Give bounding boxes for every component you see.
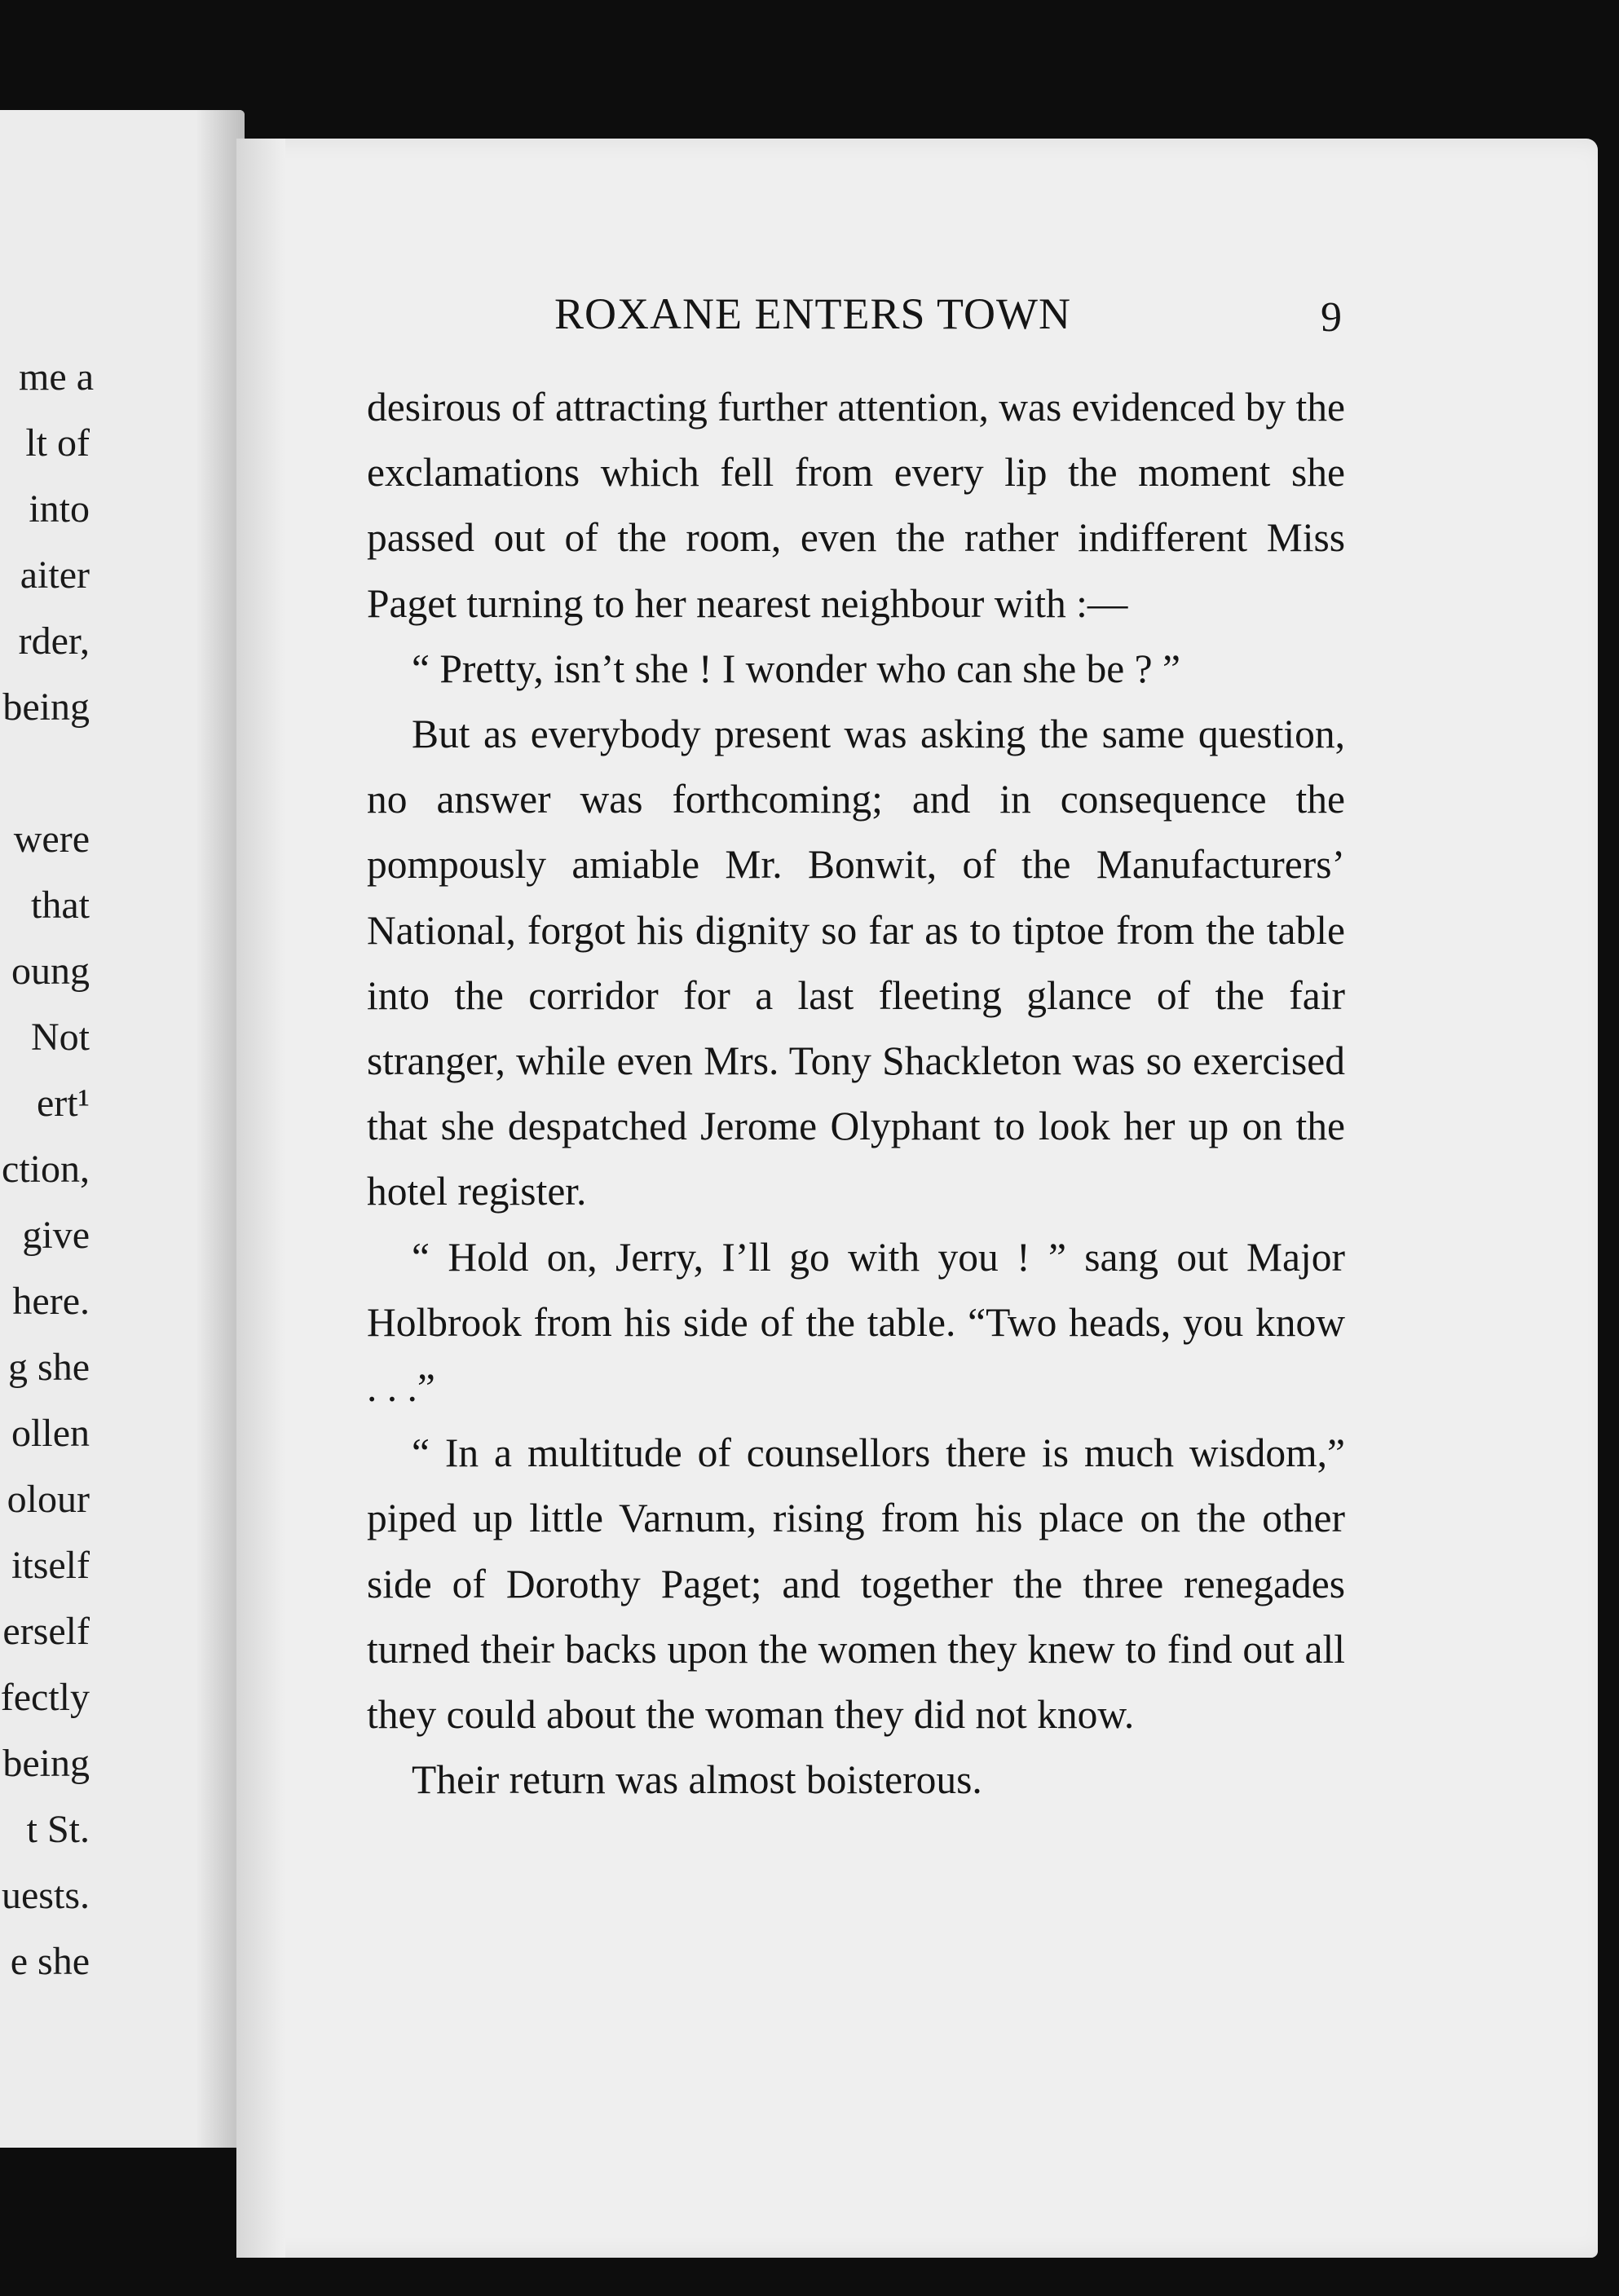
- left-facing-page: [0, 110, 245, 2148]
- paragraph: Their return was almost boisterous.: [412, 1757, 982, 1803]
- left-line-fragment: itself: [11, 1544, 90, 1587]
- left-line-fragment: aiter: [20, 553, 90, 597]
- left-line-fragment: being: [2, 1742, 90, 1785]
- left-line-fragment: uests.: [2, 1874, 90, 1917]
- left-line-fragment: oung: [11, 950, 90, 993]
- left-line-fragment: me a: [19, 355, 94, 399]
- paragraph: “ In a multitude of counsellors there is much wisdom,” piped up little Varnum, rising from his place on the other side of Dorothy Paget; and together the three renegades turned their backs upon the women they knew to find out all they could about the woman they did not know.: [367, 1430, 1345, 1738]
- left-line-fragment: being: [2, 685, 90, 729]
- left-line-fragment: Not: [31, 1016, 90, 1059]
- body-text: [367, 375, 1345, 1813]
- left-line-fragment: rder,: [18, 619, 90, 663]
- left-line-fragment: fectly: [0, 1676, 90, 1719]
- paragraph: But as everybody present was asking the same question, no answer was forthcoming; and in consequence the pompously amiable Mr. Bonwit, of the Manufacturers’ National, forgot his dignity so far as to tiptoe from the table into the corridor for a last fleeting glance of the fair stranger, while even Mrs. Tony Shackleton was so exercised that she despatched Jerome Olyphant to look her up on the hotel register.: [367, 712, 1345, 1214]
- paragraph: desirous of attracting further attention, was evidenced by the exclamations which fell from every lip the moment she passed out of the room, even the rather indifferent Miss Paget turning to her nearest neighbour with :—: [367, 385, 1345, 626]
- left-line-fragment: olour: [7, 1478, 90, 1521]
- left-line-fragment: here.: [12, 1280, 90, 1323]
- paragraph: “ Pretty, isn’t she ! I wonder who can she be ? ”: [412, 646, 1180, 691]
- left-line-fragment: g she: [8, 1346, 90, 1389]
- left-line-fragment: erself: [2, 1610, 90, 1653]
- left-line-fragment: ollen: [11, 1412, 90, 1455]
- running-head: ROXANE ENTERS TOWN: [554, 289, 1071, 338]
- page-gutter-shadow: [236, 139, 285, 2258]
- left-line-fragment: t St.: [26, 1808, 90, 1851]
- left-line-fragment: ert¹: [36, 1082, 90, 1125]
- left-line-fragment: into: [29, 487, 90, 531]
- left-line-fragment: give: [22, 1214, 90, 1257]
- left-line-fragment: that: [31, 884, 90, 927]
- left-line-fragment: lt of: [25, 421, 90, 465]
- left-line-fragment: were: [13, 817, 90, 861]
- book-page: [236, 139, 1598, 2258]
- left-line-fragment: e she: [10, 1940, 90, 1983]
- paragraph: “ Hold on, Jerry, I’ll go with you ! ” sang out Major Holbrook from his side of the table. “Two heads, you know . . .”: [367, 1234, 1345, 1411]
- page-number: 9: [1321, 294, 1342, 341]
- left-line-fragment: ction,: [2, 1148, 90, 1191]
